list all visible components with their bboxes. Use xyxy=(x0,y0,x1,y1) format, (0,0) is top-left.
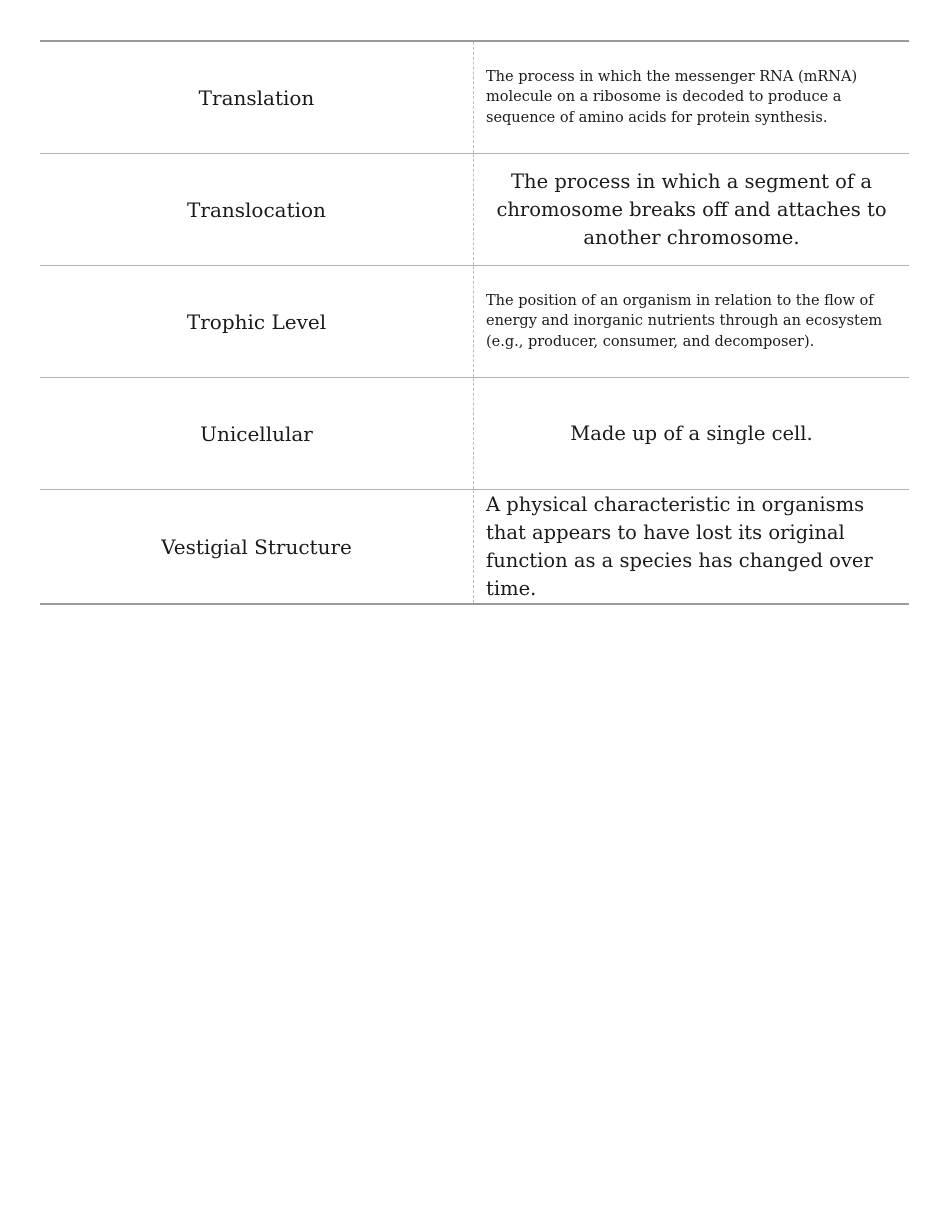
definition-cell xyxy=(474,490,909,603)
term-text: Translocation xyxy=(187,197,326,222)
term-cell xyxy=(40,266,474,377)
definition-text: The position of an organism in relation to the flow of energy and inorganic nutrients through an ecosystem (e.g., producer, consumer, and decomposer). xyxy=(486,292,883,350)
definition-cell xyxy=(474,266,909,377)
flashcard-sheet xyxy=(40,40,909,605)
term-text: Unicellular xyxy=(200,421,313,446)
definition-cell xyxy=(474,154,909,265)
definition-text: The process in which a segment of a chromosome breaks off and attaches to another chromosome. xyxy=(496,169,887,249)
definition-text: Made up of a single cell. xyxy=(570,421,813,445)
definition-text: A physical characteristic in organisms that appears to have lost its original function as a species has changed over time. xyxy=(486,492,873,600)
term-text: Translation xyxy=(198,85,315,110)
definition-text: The process in which the messenger RNA (mRNA) molecule on a ribosome is decoded to produce a sequence of amino acids for protein synthesis. xyxy=(486,68,858,126)
term-cell xyxy=(40,490,474,603)
term-cell xyxy=(40,42,474,153)
flashcard-row xyxy=(40,378,909,490)
term-cell xyxy=(40,378,474,489)
term-cell xyxy=(40,154,474,265)
definition-cell xyxy=(474,378,909,489)
flashcard-row xyxy=(40,42,909,154)
flashcard-row xyxy=(40,154,909,266)
definition-cell xyxy=(474,42,909,153)
flashcard-row xyxy=(40,490,909,603)
flashcard-row xyxy=(40,266,909,378)
term-text: Vestigial Structure xyxy=(161,534,352,559)
term-text: Trophic Level xyxy=(186,309,327,334)
